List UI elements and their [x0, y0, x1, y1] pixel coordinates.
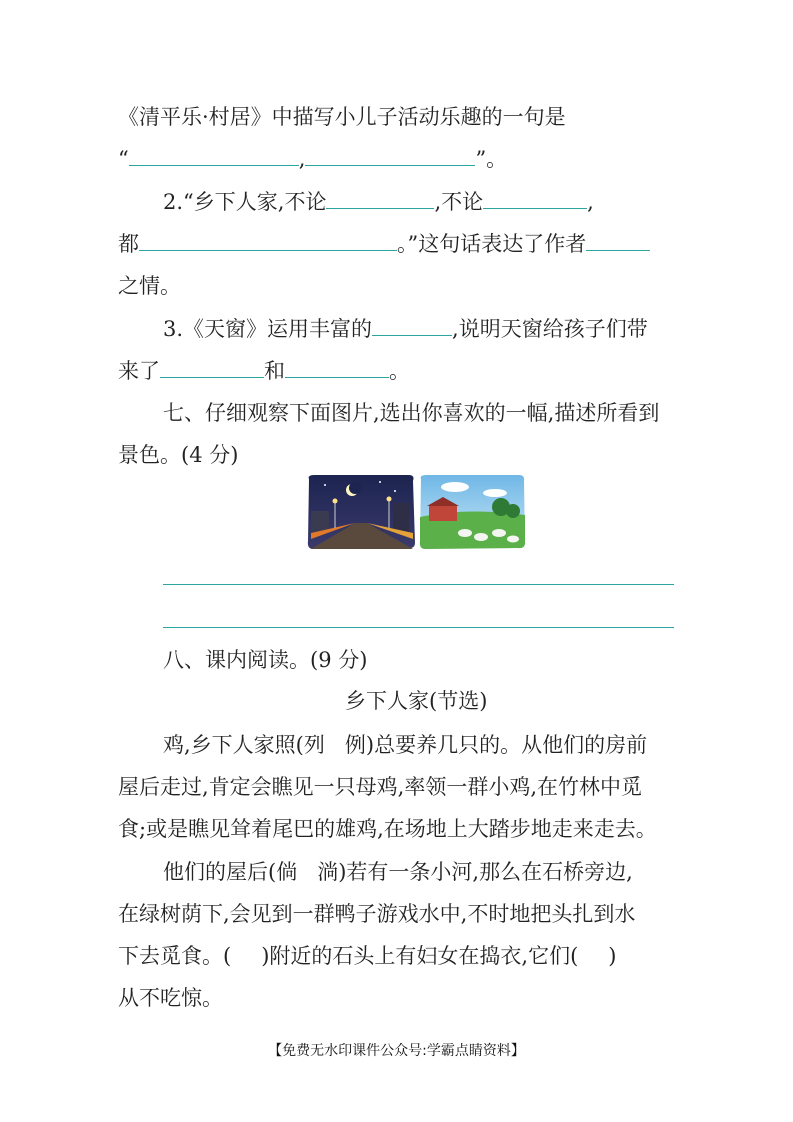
p1-text-a: 鸡,乡下人家照(列 [163, 733, 325, 757]
footer-note: 【免费无水印课件公众号:学霸点睛资料】 [268, 1043, 525, 1059]
p2-text-3c: ) [608, 944, 617, 968]
p1-text-2: 屋后走过,肯定会瞧见一只母鸡,率领一群小鸡,在竹林中觅 [118, 775, 643, 799]
farm-sheep-picture[interactable] [420, 475, 525, 549]
q7-title-line2 [118, 440, 238, 470]
q6-item2-line2 [118, 229, 650, 259]
p2-text-4: 从不吃惊。 [118, 986, 223, 1010]
item3-text-a: 3.《天窗》运用丰富的 [163, 317, 373, 341]
comma: , [298, 147, 306, 171]
q8-title-line [163, 645, 367, 675]
scene-pictures [305, 473, 527, 551]
q8-title: 八、课内阅读。(9 分) [163, 648, 368, 672]
p2-text-b: 淌)若有一条小河,那么在石桥旁边, [317, 860, 633, 884]
passage-title-text: 乡下人家(节选) [345, 689, 488, 713]
open-quote: “ [118, 147, 129, 171]
item2-text-e: 。”这句话表达了作者 [397, 232, 587, 256]
answer-blank-7[interactable] [372, 315, 452, 336]
q6-item2-line3 [118, 271, 181, 301]
item2-text-c: , [587, 190, 594, 214]
q6-line2 [118, 144, 507, 174]
answer-line-2[interactable] [163, 627, 674, 628]
p1-line3 [118, 814, 657, 844]
item3-text-c: 来了 [118, 359, 160, 383]
q7-title-line1 [163, 398, 659, 428]
close-quote: ”。 [475, 147, 508, 171]
answer-blank-8[interactable] [160, 357, 264, 378]
p2-line4 [118, 983, 223, 1013]
q7-title-1: 七、仔细观察下面图片,选出你喜欢的一幅,描述所看到 [163, 401, 660, 425]
answer-blank-2[interactable] [305, 145, 475, 166]
answer-line-1[interactable] [163, 584, 674, 585]
q6-item2-line1 [163, 187, 594, 217]
p1-line1 [163, 730, 647, 760]
p2-text-a: 他们的屋后(倘 [163, 860, 298, 884]
p2-line2 [118, 899, 635, 929]
p2-line1 [163, 857, 633, 887]
passage-title [345, 686, 487, 716]
p1-text-b: 例)总要养几只的。从他们的房前 [344, 733, 648, 757]
q6-item3-line2 [118, 356, 410, 386]
night-street-picture[interactable] [308, 475, 415, 549]
answer-blank-4[interactable] [483, 188, 587, 209]
item2-text-f: 之情。 [118, 274, 181, 298]
p2-text-3a: 下去觅食。( [118, 944, 232, 968]
item2-text-b: ,不论 [434, 190, 484, 214]
q6-line1 [118, 102, 566, 132]
item3-text-b: ,说明天窗给孩子们带 [452, 317, 648, 341]
p2-text-2: 在绿树荫下,会见到一群鸭子游戏水中,不时地把头扎到水 [118, 902, 636, 926]
q6-item3-line1 [163, 314, 648, 344]
answer-blank-9[interactable] [285, 357, 389, 378]
item2-text-a: 2.“乡下人家,不论 [163, 190, 327, 214]
q7-title-2: 景色。(4 分) [118, 443, 239, 467]
answer-blank-6[interactable] [586, 230, 650, 251]
p1-text-3: 食;或是瞧见耸着尾巴的雄鸡,在场地上大踏步地走来走去。 [118, 817, 657, 841]
p2-line3 [118, 941, 616, 971]
item3-text-e: 。 [389, 359, 410, 383]
p2-text-3b: )附近的石头上有妇女在捣衣,它们( [261, 944, 579, 968]
item3-text-d: 和 [264, 359, 285, 383]
q6-text-1: 《清平乐·村居》中描写小儿子活动乐趣的一句是 [118, 105, 566, 129]
answer-blank-5[interactable] [139, 230, 397, 251]
item2-text-d: 都 [118, 232, 139, 256]
answer-blank-1[interactable] [129, 145, 299, 166]
p1-line2 [118, 772, 642, 802]
answer-blank-3[interactable] [326, 188, 434, 209]
